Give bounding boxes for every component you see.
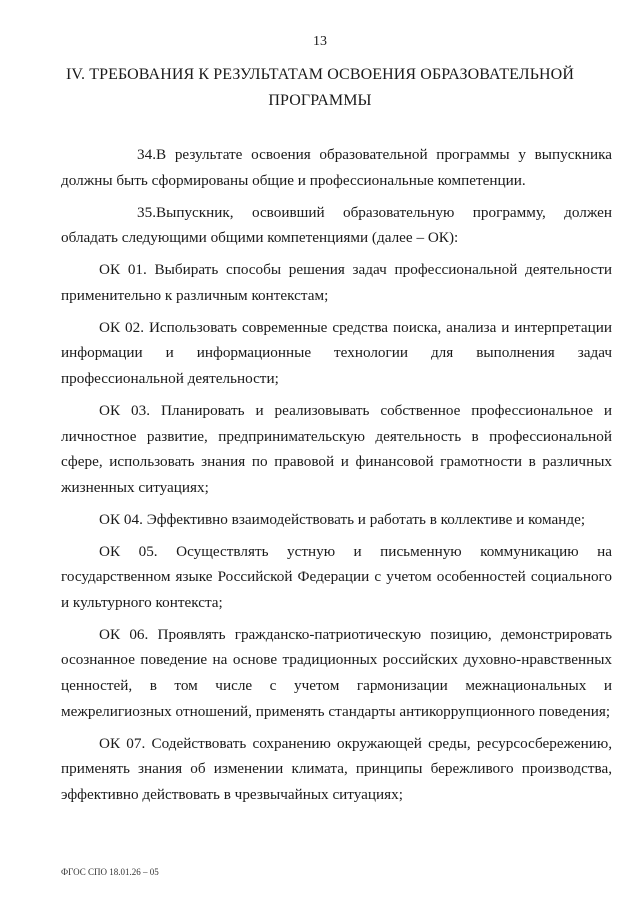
competency-text: Проявлять гражданско-патриотическую позицию, демонстрировать осознанное поведение на основе традиционных российских духовно-нравственных ценностей, в том числе с учетом гармонизации межнациональных и межрелигиозных отношений, применять стандарты антикоррупционного поведения;: [61, 625, 612, 720]
competency-code: ОК 03.: [99, 401, 151, 419]
competency-text: Осуществлять устную и письменную коммуникацию на государственном языке Российской Федерации с учетом особенностей социального и культурного контекста;: [61, 542, 613, 611]
competency-ok-03: [61, 398, 612, 500]
competency-code: ОК 07.: [99, 734, 146, 752]
competency-ok-06: [61, 622, 612, 724]
competency-code: ОК 05.: [99, 542, 158, 560]
paragraph-number: 34.: [137, 146, 156, 163]
section-title: IV. ТРЕБОВАНИЯ К РЕЗУЛЬТАТАМ ОСВОЕНИЯ ОБРАЗОВАТЕЛЬНОЙ ПРОГРАММЫ: [66, 66, 574, 109]
competency-ok-01: [61, 257, 612, 308]
competency-code: ОК 06.: [99, 625, 149, 643]
numbered-paragraph-35: [61, 200, 612, 251]
page-number: 13: [313, 34, 327, 49]
competency-text: Эффективно взаимодействовать и работать в коллективе и команде;: [146, 510, 586, 528]
competency-code: ОК 04.: [99, 510, 143, 528]
paragraph-text: Выпускник, освоивший образовательную программу, должен обладать следующими общими компетенциями (далее – ОК):: [61, 203, 612, 247]
document-body: [61, 142, 612, 814]
competency-text: Использовать современные средства поиска, анализа и интерпретации информации и информационные технологии для выполнения задач профессиональной деятельности;: [61, 318, 613, 387]
paragraph-number: 35.: [137, 203, 156, 221]
competency-text: Планировать и реализовывать собственное профессиональное и личностное развитие, предпринимательскую деятельность в профессиональной сфере, использовать знания по правовой и финансовой грамотности в различных жизненных ситуациях;: [61, 401, 612, 496]
competency-ok-02: [61, 315, 612, 392]
competency-text: Содействовать сохранению окружающей среды, ресурсосбережению, применять знания об изменении климата, принципы бережливого производства, эффективно действовать в чрезвычайных ситуациях;: [61, 734, 612, 803]
competency-ok-05: [61, 539, 612, 616]
competency-text: Выбирать способы решения задач профессиональной деятельности применительно к различным контекстам;: [61, 261, 613, 304]
competency-code: ОК 02.: [99, 318, 145, 336]
document-footer-code: ФГОС СПО 18.01.26 – 05: [61, 867, 159, 877]
competency-ok-07: [61, 731, 612, 808]
paragraph-text: В результате освоения образовательной программы у выпускника должны быть сформированы общие и профессиональные компетенции.: [61, 146, 612, 189]
numbered-paragraph-34: [61, 142, 612, 193]
competency-code: ОК 01.: [99, 261, 147, 279]
competency-ok-04: [61, 507, 612, 533]
